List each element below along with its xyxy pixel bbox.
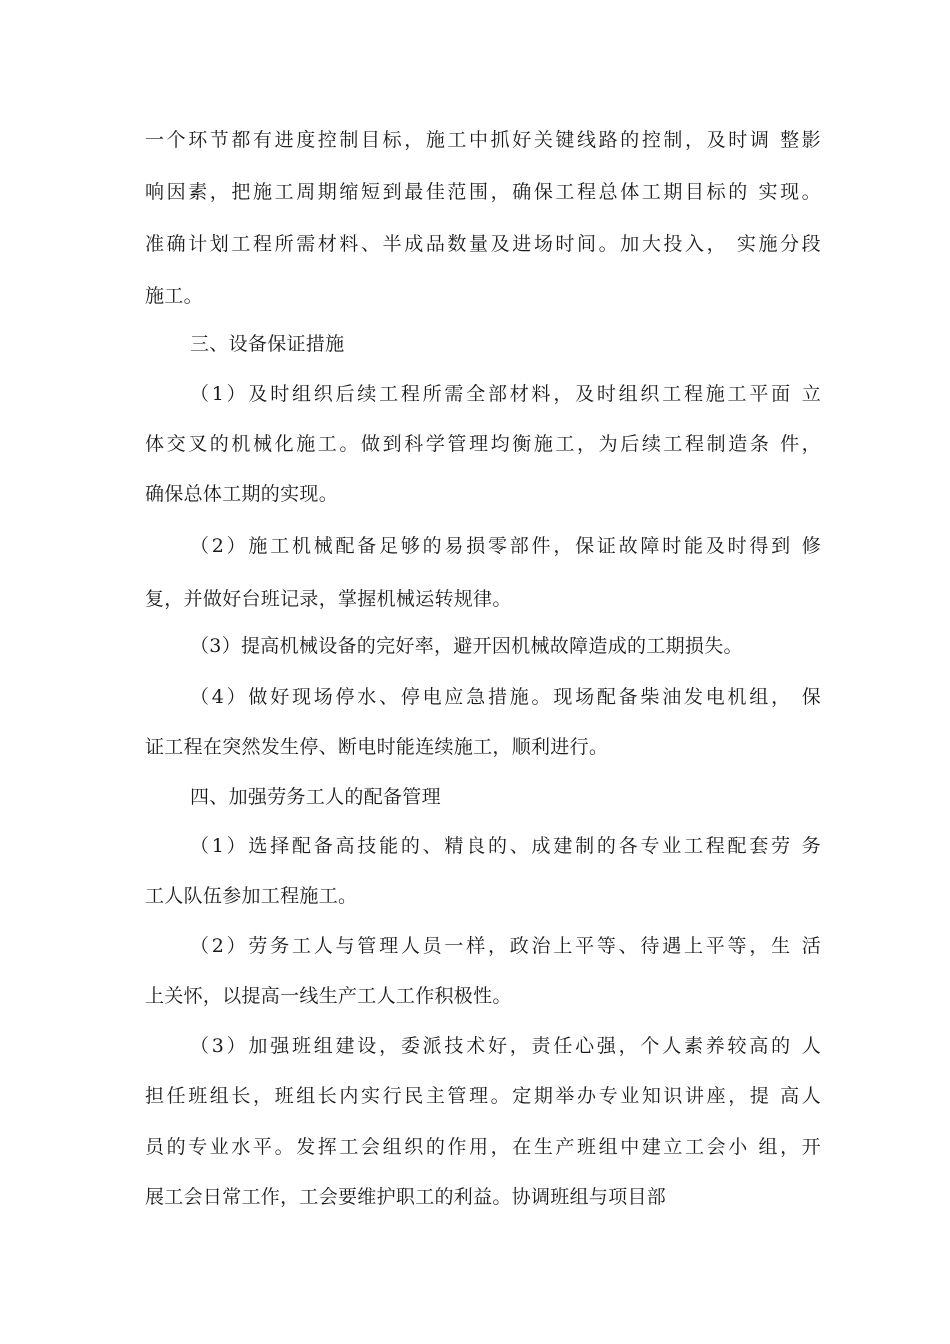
list-item-line: （2）施工机械配备足够的易损零部件，保证故障时能及时得到 修: [190, 535, 821, 557]
paragraph-line: 一个环节都有进度控制目标，施工中抓好关键线路的控制，及时调 整影: [145, 129, 821, 151]
paragraph-line: 担任班组长，班组长内实行民主管理。定期举办专业知识讲座，提 高人: [145, 1085, 821, 1107]
paragraph-line: 证工程在突然发生停、断电时能连续施工，顺利进行。: [145, 736, 609, 758]
paragraph-line: 施工。: [145, 285, 203, 307]
section-heading: 三、设备保证措施: [190, 333, 345, 355]
list-item-line: （3）提高机械设备的完好率，避开因机械故障造成的工期损失。: [190, 635, 743, 657]
paragraph-line: 准确计划工程所需材料、半成品数量及进场时间。加大投入， 实施分段: [145, 233, 821, 255]
list-item-line: （3）加强班组建设，委派技术好，责任心强，个人素养较高的 人: [190, 1035, 821, 1057]
paragraph-line: 展工会日常工作，工会要维护职工的利益。协调班组与项目部: [145, 1186, 667, 1208]
paragraph-line: 员的专业水平。发挥工会组织的作用，在生产班组中建立工会小 组，开: [145, 1136, 821, 1158]
paragraph-line: 工人队伍参加工程施工。: [145, 885, 358, 907]
list-item-line: （2）劳务工人与管理人员一样，政治上平等、待遇上平等，生 活: [190, 935, 821, 957]
section-heading: 四、加强劳务工人的配备管理: [190, 786, 441, 808]
paragraph-line: 上关怀，以提高一线生产工人工作积极性。: [145, 985, 512, 1007]
paragraph-line: 体交叉的机械化施工。做到科学管理均衡施工，为后续工程制造条 件，: [145, 433, 821, 455]
paragraph-line: 复，并做好台班记录，掌握机械运转规律。: [145, 588, 512, 610]
list-item-line: （1）选择配备高技能的、精良的、成建制的各专业工程配套劳 务: [190, 835, 821, 857]
list-item-line: （4）做好现场停水、停电应急措施。现场配备柴油发电机组， 保: [190, 686, 821, 708]
paragraph-line: 响因素，把施工周期缩短到最佳范围，确保工程总体工期目标的 实现。: [145, 181, 821, 203]
paragraph-line: 确保总体工期的实现。: [145, 483, 339, 505]
list-item-line: （1）及时组织后续工程所需全部材料，及时组织工程施工平面 立: [190, 383, 821, 405]
